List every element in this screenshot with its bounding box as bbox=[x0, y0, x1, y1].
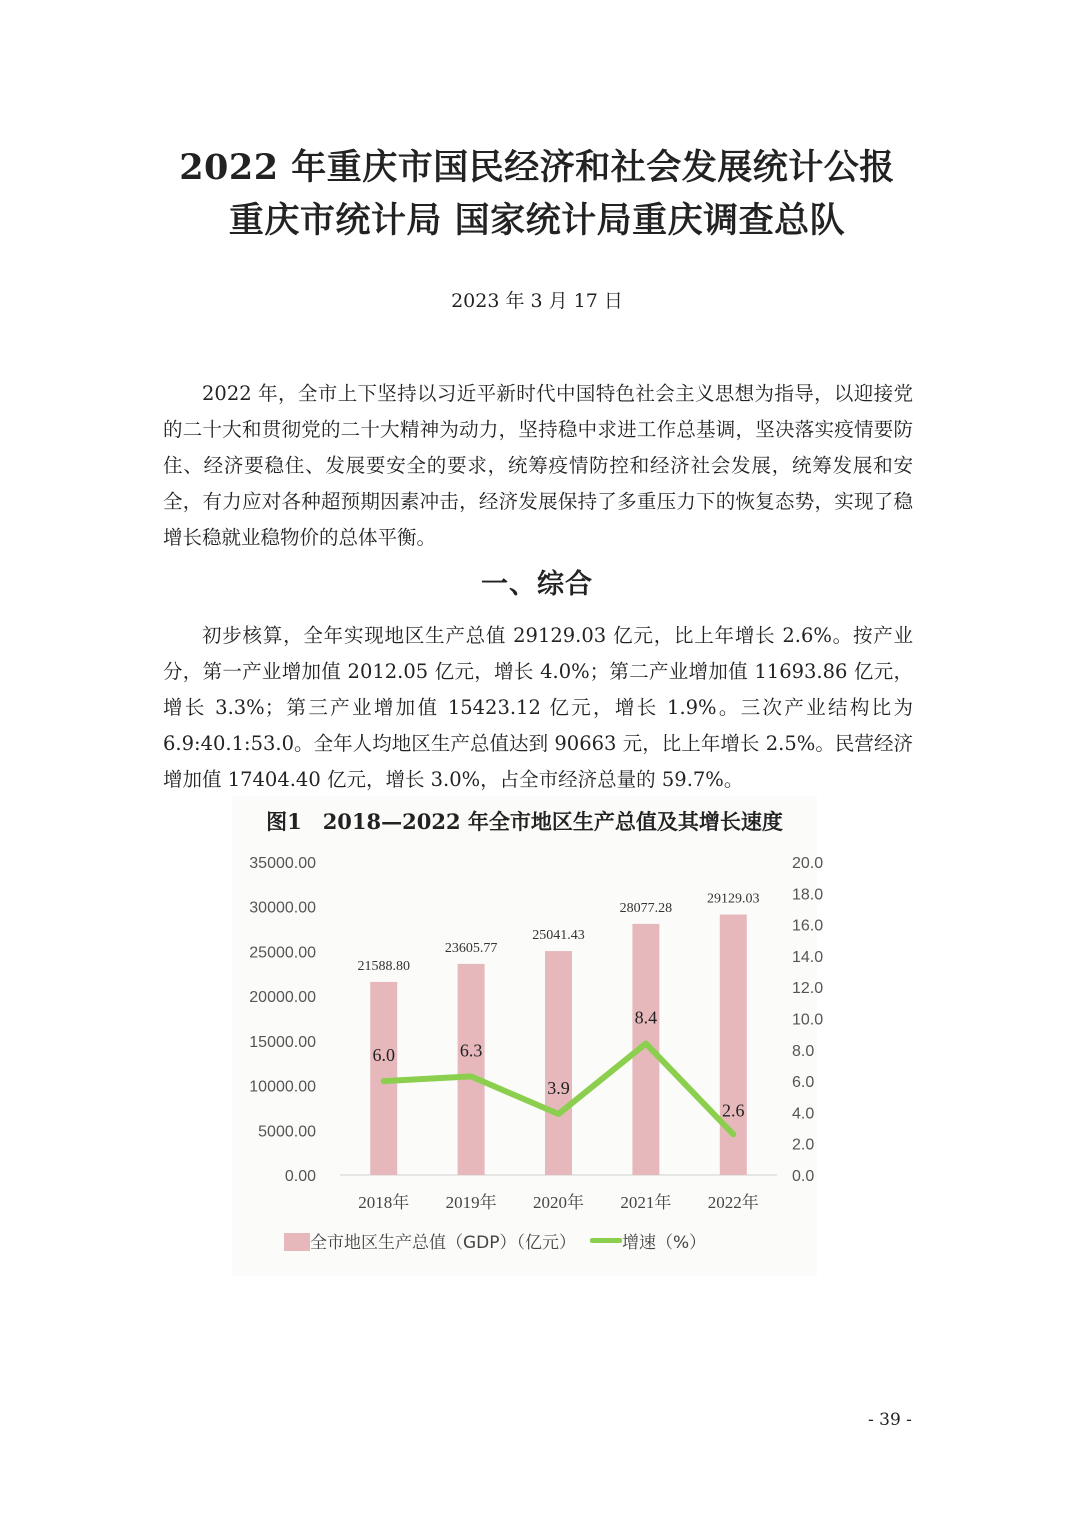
gdp-bar bbox=[458, 964, 485, 1175]
section-heading: 一、综合 bbox=[481, 569, 593, 600]
y-right-tick-label: 6.0 bbox=[792, 1074, 815, 1092]
y-right-tick-label: 8.0 bbox=[792, 1042, 815, 1060]
gdp-bar bbox=[545, 951, 572, 1175]
growth-rate-label: 2.6 bbox=[722, 1100, 745, 1121]
y-right-tick-label: 20.0 bbox=[792, 855, 824, 872]
y-right-tick-label: 18.0 bbox=[792, 886, 824, 904]
gdp-bar-label: 21588.80 bbox=[357, 958, 410, 974]
growth-rate-label: 6.3 bbox=[459, 1040, 483, 1061]
gdp-bar-label: 25041.43 bbox=[532, 928, 585, 944]
y-left-tick-label: 20000.00 bbox=[249, 989, 316, 1007]
legend-line-swatch bbox=[590, 1238, 622, 1243]
y-right-tick-label: 0.0 bbox=[792, 1168, 815, 1185]
y-right-tick-label: 14.0 bbox=[792, 948, 824, 966]
section-paragraph: 初步核算，全年实现地区生产总值 29129.03 亿元，比上年增长 2.6%。按产业分，第一产业增加值 2012.05 亿元，增长 4.0%；第二产业增加值 11693.86 亿元，增长 3.3%；第三产业增加值 15423.12 亿元，增长 1.9%。三次产业结构比为 6.9:40.1:53.0。全年人均地区生产总值达到 90663 元，比上年增长 2.5%。民营经济增加值 17404.40 亿元，增长 3.0%，占全市经济总量的 59.7%。 bbox=[163, 624, 913, 791]
y-right-tick-label: 2.0 bbox=[792, 1136, 815, 1154]
y-right-tick-label: 16.0 bbox=[792, 917, 824, 935]
growth-rate-label: 3.9 bbox=[547, 1077, 570, 1098]
y-left-tick-label: 15000.00 bbox=[249, 1033, 316, 1051]
y-right-tick-label: 10.0 bbox=[792, 1011, 824, 1029]
report-authors: 重庆市统计局 国家统计局重庆调查总队 bbox=[228, 200, 846, 241]
growth-rate-label: 6.0 bbox=[372, 1045, 395, 1066]
y-left-tick-label: 5000.00 bbox=[258, 1123, 316, 1141]
chart-title: 图1 2018—2022 年全市地区生产总值及其增长速度 bbox=[266, 809, 783, 834]
y-left-tick-label: 30000.00 bbox=[249, 899, 316, 917]
y-left-tick-label: 25000.00 bbox=[249, 944, 316, 962]
x-tick-label: 2022年 bbox=[707, 1193, 759, 1212]
gdp-bar-label: 23605.77 bbox=[444, 940, 498, 956]
page-number: - 39 - bbox=[868, 1410, 912, 1430]
legend-line-label: 增速（%） bbox=[622, 1233, 707, 1253]
y-right-tick-label: 12.0 bbox=[792, 980, 824, 998]
report-date: 2023 年 3 月 17 日 bbox=[451, 290, 623, 312]
x-tick-label: 2019年 bbox=[445, 1193, 497, 1212]
growth-rate-label: 8.4 bbox=[634, 1007, 658, 1028]
x-tick-label: 2020年 bbox=[533, 1193, 584, 1212]
gdp-bar-label: 28077.28 bbox=[619, 900, 673, 916]
y-left-tick-label: 35000.00 bbox=[249, 855, 316, 872]
gdp-figure bbox=[232, 796, 824, 1276]
y-right-tick-label: 4.0 bbox=[792, 1105, 815, 1123]
y-left-tick-label: 0.00 bbox=[284, 1168, 316, 1185]
report-title: 2022 年重庆市国民经济和社会发展统计公报 bbox=[179, 147, 895, 188]
intro-paragraph: 2022 年，全市上下坚持以习近平新时代中国特色社会主义思想为指导，以迎接党的二十大和贯彻党的二十大精神为动力，坚持稳中求进工作总基调，坚决落实疫情要防住、经济要稳住、发展要安全的要求，统筹疫情防控和经济社会发展，统筹发展和安全，有力应对各种超预期因素冲击，经济发展保持了多重压力下的恢复态势，实现了稳增长稳就业稳物价的总体平衡。 bbox=[163, 382, 913, 549]
x-tick-label: 2018年 bbox=[358, 1193, 410, 1212]
y-left-tick-label: 10000.00 bbox=[249, 1078, 316, 1096]
legend-bar-swatch bbox=[284, 1233, 310, 1251]
gdp-chart bbox=[232, 796, 824, 1276]
chart-legend bbox=[284, 1228, 804, 1253]
legend-bar-label: 全市地区生产总值（GDP）（亿元） bbox=[310, 1233, 577, 1253]
gdp-bar-label: 29129.03 bbox=[707, 891, 760, 907]
x-tick-label: 2021年 bbox=[620, 1193, 672, 1212]
